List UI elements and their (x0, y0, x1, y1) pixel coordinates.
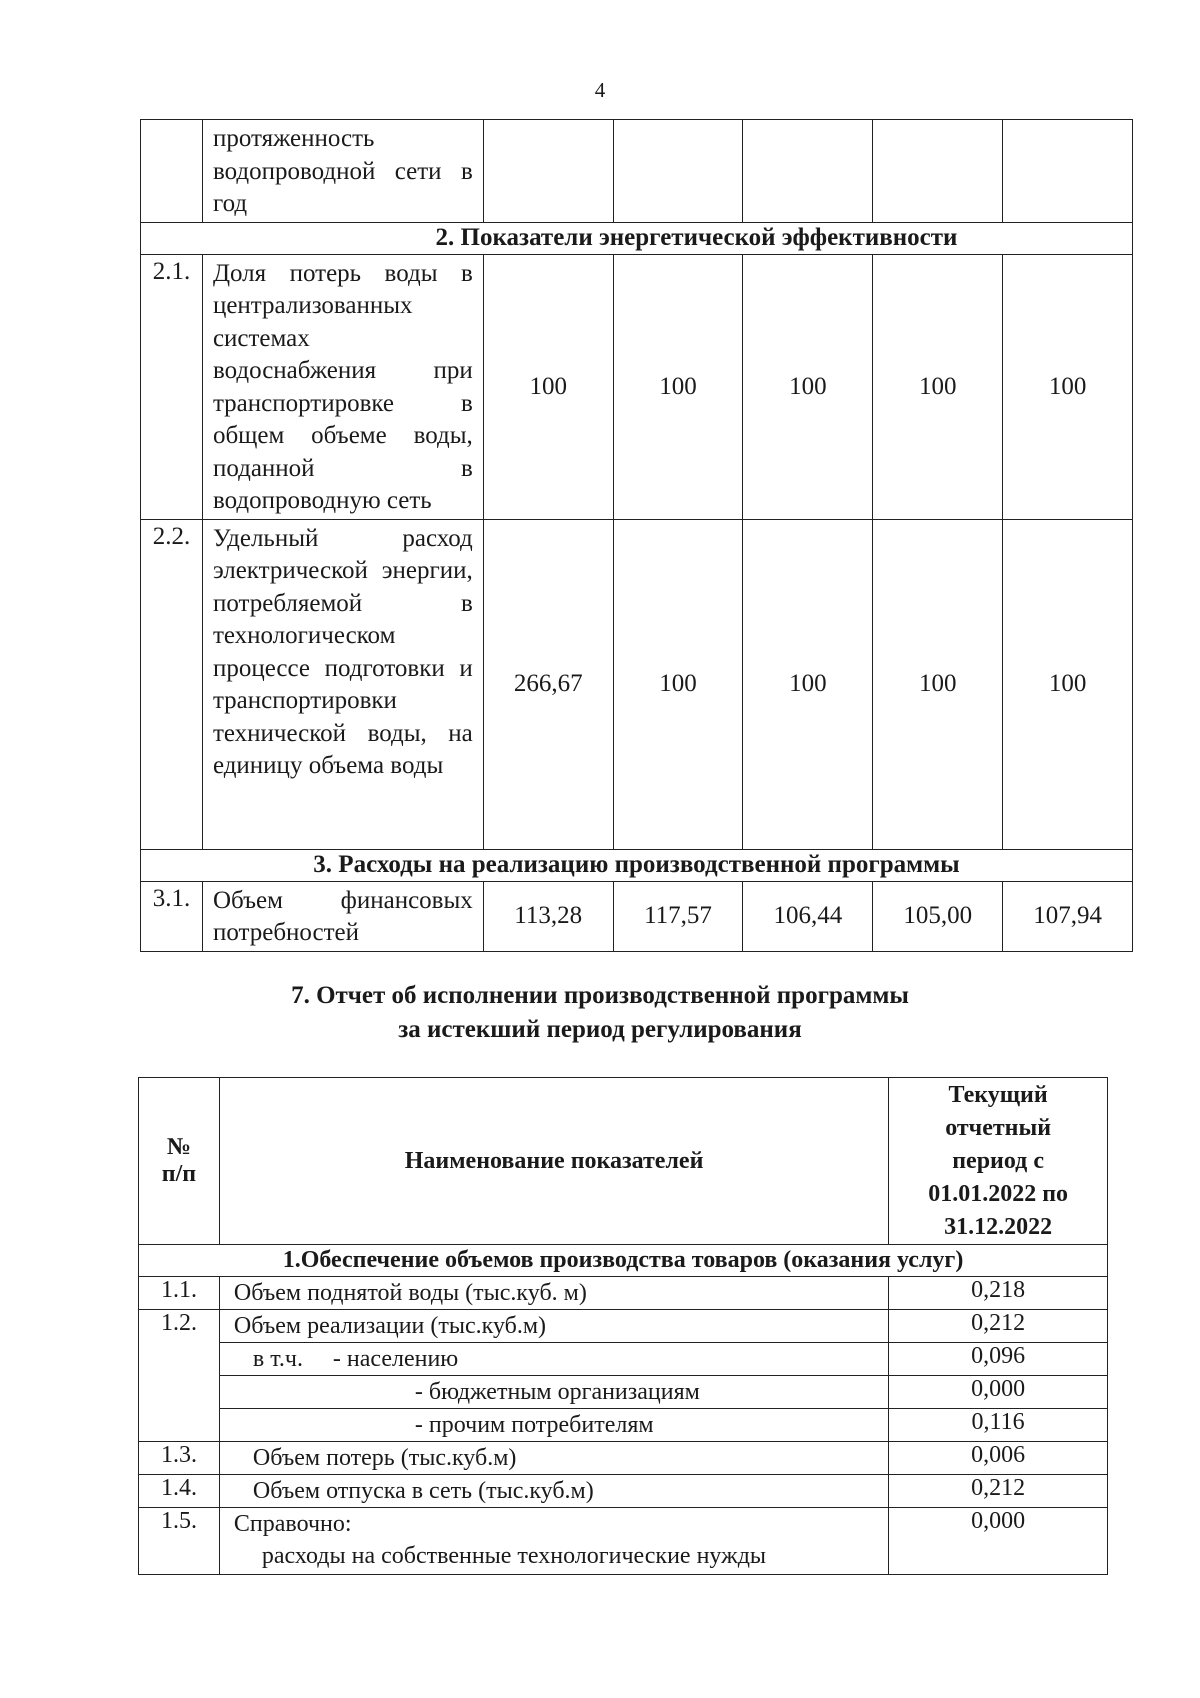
value-cell (873, 120, 1003, 223)
value-cell: 106,44 (743, 881, 873, 951)
subitem-label: - населению (332, 1346, 459, 1372)
indicator-name: Объем поднятой воды (тыс.куб. м) (219, 1277, 888, 1310)
section-row (139, 1245, 1108, 1277)
value-cell: 100 (613, 254, 743, 519)
row-number: 1.5. (139, 1508, 220, 1575)
section-title: 2. Показатели энергетической эффективности (141, 222, 1133, 254)
value-cell: 0,096 (889, 1343, 1108, 1376)
indicator-name (219, 1343, 888, 1376)
report-heading (0, 979, 1200, 1047)
subitem-prefix: в т.ч. (252, 1346, 303, 1372)
header-row (139, 1078, 1108, 1245)
value-cell: 0,212 (889, 1310, 1108, 1343)
value-cell (483, 120, 613, 223)
report-heading-line: за истекший период регулирования (398, 1016, 802, 1043)
value-cell: 0,116 (889, 1409, 1108, 1442)
column-header-period: Текущий отчетный период с 01.01.2022 по 31.12.2022 (889, 1078, 1108, 1245)
value-cell: 100 (873, 254, 1003, 519)
value-cell: 0,218 (889, 1277, 1108, 1310)
indicator-name: протяженность водопроводной сети в год (202, 120, 483, 223)
row-number: 1.1. (139, 1277, 220, 1310)
value-cell: 100 (613, 519, 743, 849)
value-cell: 100 (483, 254, 613, 519)
indicator-name: Объем потерь (тыс.куб.м) (219, 1442, 888, 1475)
report-heading-line: 7. Отчет об исполнении производственной программы (291, 982, 909, 1009)
value-cell: 100 (743, 519, 873, 849)
column-header-name: Наименование показателей (219, 1078, 888, 1245)
column-header-number: № п/п (139, 1078, 220, 1245)
value-cell: 266,67 (483, 519, 613, 849)
value-cell: 0,212 (889, 1475, 1108, 1508)
indicators-table (140, 119, 1133, 952)
indicator-name: Справочно: расходы на собственные технологические нужды (219, 1508, 888, 1575)
section-title: 1.Обеспечение объемов производства товаров (оказания услуг) (139, 1245, 1108, 1277)
row-number: 2.2. (141, 519, 203, 849)
table-row (139, 1376, 1108, 1409)
indicator-name: - бюджетным организациям (219, 1376, 888, 1409)
row-number: 3.1. (141, 881, 203, 951)
table-row (141, 519, 1133, 849)
table-row (139, 1508, 1108, 1575)
report-table (138, 1077, 1108, 1575)
table-row (139, 1475, 1108, 1508)
value-cell: 0,006 (889, 1442, 1108, 1475)
page-number: 4 (594, 78, 606, 102)
value-cell (1003, 120, 1133, 223)
table-row (139, 1343, 1108, 1376)
table-row (139, 1442, 1108, 1475)
table-row (141, 881, 1133, 951)
indicator-name: Объем реализации (тыс.куб.м) (219, 1310, 888, 1343)
section-row (141, 849, 1133, 881)
value-cell: 100 (873, 519, 1003, 849)
table-row (139, 1310, 1108, 1343)
table-row (141, 254, 1133, 519)
value-cell: 107,94 (1003, 881, 1133, 951)
value-cell: 100 (1003, 254, 1133, 519)
indicator-name: - прочим потребителям (219, 1409, 888, 1442)
value-cell: 117,57 (613, 881, 743, 951)
table-row (141, 120, 1133, 223)
value-cell: 0,000 (889, 1508, 1108, 1575)
value-cell: 113,28 (483, 881, 613, 951)
row-number: 1.2. (139, 1310, 220, 1442)
indicator-name: Доля потерь воды в централизованных системах водоснабжения при транспортировке в общем объеме воды, поданной в водопроводную сеть (202, 254, 483, 519)
value-cell: 105,00 (873, 881, 1003, 951)
value-cell (743, 120, 873, 223)
value-cell: 100 (1003, 519, 1133, 849)
row-number-cell (141, 120, 203, 223)
indicator-name: Удельный расход электрической энергии, потребляемой в технологическом процессе подготовки и транспортировки технической воды, на единицу объема воды (202, 519, 483, 849)
row-number: 1.3. (139, 1442, 220, 1475)
row-number: 1.4. (139, 1475, 220, 1508)
row-number: 2.1. (141, 254, 203, 519)
section-row (141, 222, 1133, 254)
table-row (139, 1409, 1108, 1442)
value-cell: 100 (743, 254, 873, 519)
indicator-name: Объем финансовых потребностей (202, 881, 483, 951)
section-title: 3. Расходы на реализацию производственной программы (141, 849, 1133, 881)
indicator-name: Объем отпуска в сеть (тыс.куб.м) (219, 1475, 888, 1508)
value-cell: 0,000 (889, 1376, 1108, 1409)
table-row (139, 1277, 1108, 1310)
value-cell (613, 120, 743, 223)
